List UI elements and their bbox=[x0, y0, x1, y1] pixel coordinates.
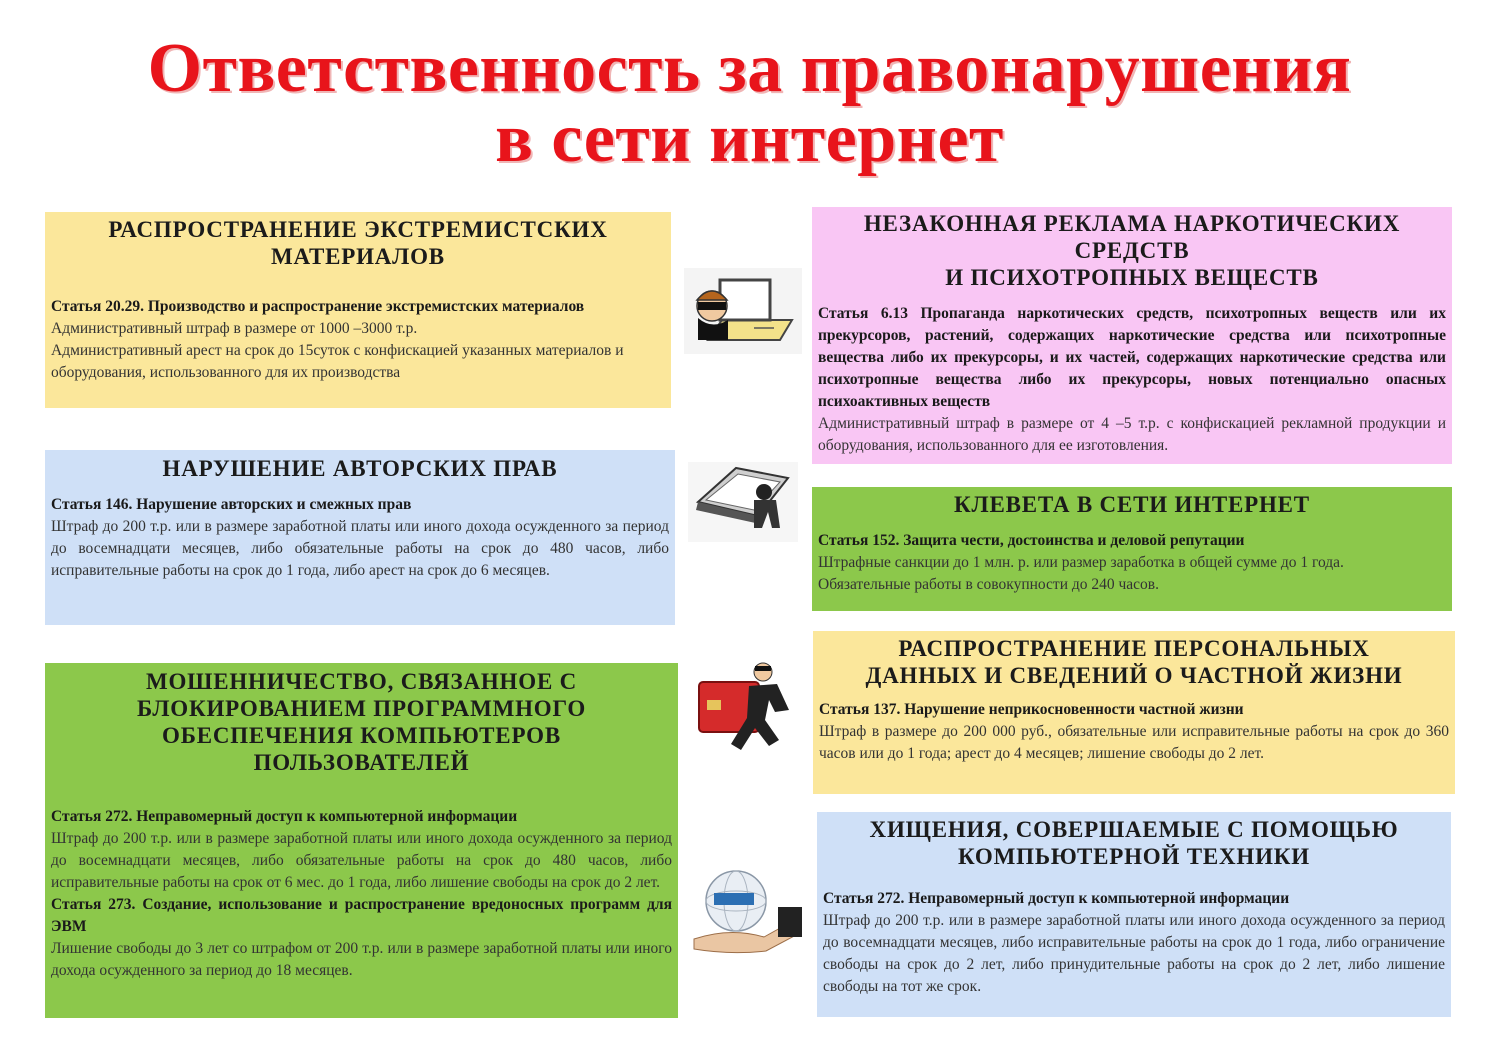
theft-box bbox=[817, 812, 1451, 1017]
title-line-1: Ответственность за правонарушения bbox=[147, 30, 1352, 107]
extremism-article: Статья 20.29. Производство и распространение экстремистских материалов bbox=[51, 298, 585, 315]
card-thief-icon bbox=[695, 660, 799, 756]
extremism-box bbox=[45, 212, 671, 408]
drugs-heading bbox=[818, 210, 1446, 291]
copyright-text: Штраф до 200 т.р. или в размере заработной платы или иного дохода осужденного за период до восемнадцати месяцев, либо обязательные работы на срок до 480 часов, либо исправительные работы на срок до 1 года, либо арест на срок до 6 месяцев. bbox=[51, 518, 669, 579]
copyright-article: Статья 146. Нарушение авторских и смежных прав bbox=[51, 496, 412, 513]
drugs-text: Административный штраф в размере от 4 –5 т.р. с конфискацией рекламной продукции и оборудования, использованного для ее изготовления. bbox=[818, 415, 1446, 454]
privacy-article: Статья 137. Нарушение неприкосновенности частной жизни bbox=[819, 701, 1244, 718]
hacker-laptop-icon bbox=[684, 268, 802, 354]
drugs-heading-line2: И ПСИХОТРОПНЫХ ВЕЩЕСТВ bbox=[945, 265, 1319, 290]
www-globe-hand-icon bbox=[690, 867, 802, 959]
fraud-box bbox=[45, 663, 678, 1018]
slander-article: Статья 152. Защита чести, достоинства и деловой репутации bbox=[818, 532, 1245, 549]
drugs-heading-line1: НЕЗАКОННАЯ РЕКЛАМА НАРКОТИЧЕСКИХ СРЕДСТВ bbox=[863, 211, 1401, 263]
drugs-article: Статья 6.13 Пропаганда наркотических средств, психотропных веществ или их прекурсоров, растений, содержащих наркотические средства или психотропные вещества либо их прекурсоры, и их частей, содержащих наркотические средства или психотропные вещества либо их прекурсоры, новых потенциально опасных психоактивных веществ bbox=[818, 305, 1446, 410]
slander-line2: Обязательные работы в совокупности до 240 часов. bbox=[818, 576, 1159, 593]
privacy-text: Штраф в размере до 200 000 руб., обязательные или исправительные работы на срок до 360 часов или до 1 года; арест до 4 месяцев; лишение свободы до 2 лет. bbox=[819, 723, 1449, 762]
privacy-heading: РАСПРОСТРАНЕНИЕ ПЕРСОНАЛЬНЫХ ДАННЫХ И СВЕДЕНИЙ О ЧАСТНОЙ ЖИЗНИ bbox=[865, 636, 1403, 688]
theft-text: Штраф до 200 т.р. или в размере заработной платы или иного дохода осужденного за период до восемнадцати месяцев, либо исправительные работы на срок до 1 года, либо ограничение свободы на срок до 2 лет, либо принудительные работы на срок до 2 лет, либо лишение свободы на тот же срок. bbox=[823, 912, 1445, 995]
theft-heading: ХИЩЕНИЯ, СОВЕРШАЕМЫЕ С ПОМОЩЬЮ КОМПЬЮТЕРНОЙ ТЕХНИКИ bbox=[869, 817, 1399, 869]
slander-box bbox=[812, 487, 1452, 611]
theft-article: Статья 272. Неправомерный доступ к компьютерной информации bbox=[823, 890, 1290, 907]
slander-line1: Штрафные санкции до 1 млн. р. или размер заработка в общей сумме до 1 года. bbox=[818, 554, 1344, 571]
copyright-box bbox=[45, 450, 675, 625]
fraud-article-272: Статья 272. Неправомерный доступ к компьютерной информации bbox=[51, 808, 518, 825]
fraud-text-273: Лишение свободы до 3 лет со штрафом от 200 т.р. или в размере заработной платы или иного дохода осужденного за период до 18 месяцев. bbox=[51, 940, 672, 979]
slander-heading: КЛЕВЕТА В СЕТИ ИНТЕРНЕТ bbox=[954, 492, 1310, 517]
fraud-article-273: Статья 273. Создание, использование и распространение вредоносных программ для ЭВМ bbox=[51, 896, 672, 935]
extremism-heading: РАСПРОСТРАНЕНИЕ ЭКСТРЕМИСТСКИХ МАТЕРИАЛОВ bbox=[108, 217, 608, 269]
thief-laptop-icon bbox=[688, 462, 798, 542]
extremism-arrest: Административный арест на срок до 15суток с конфискацией указанных материалов и оборудования, использованного для их производства bbox=[51, 342, 624, 381]
fraud-heading: МОШЕННИЧЕСТВО, СВЯЗАННОЕ С БЛОКИРОВАНИЕМ ПРОГРАММНОГО ОБЕСПЕЧЕНИЯ КОМПЬЮТЕРОВ ПОЛЬЗОВАТЕЛЕЙ bbox=[136, 669, 587, 775]
poster-title bbox=[0, 30, 1499, 177]
extremism-fine: Административный штраф в размере от 1000 –3000 т.р. bbox=[51, 320, 418, 337]
drugs-box bbox=[812, 207, 1452, 464]
privacy-box bbox=[813, 631, 1455, 794]
copyright-heading: НАРУШЕНИЕ АВТОРСКИХ ПРАВ bbox=[162, 456, 558, 481]
title-line-2: в сети интернет bbox=[495, 100, 1004, 177]
fraud-text-272: Штраф до 200 т.р. или в размере заработной платы или иного дохода осужденного за период до восемнадцати месяцев, либо обязательные работы на срок до 480 часов, либо исправительные работы на срок от 6 мес. до 1 года, либо лишение свободы на срок до 2 лет. bbox=[51, 830, 672, 891]
